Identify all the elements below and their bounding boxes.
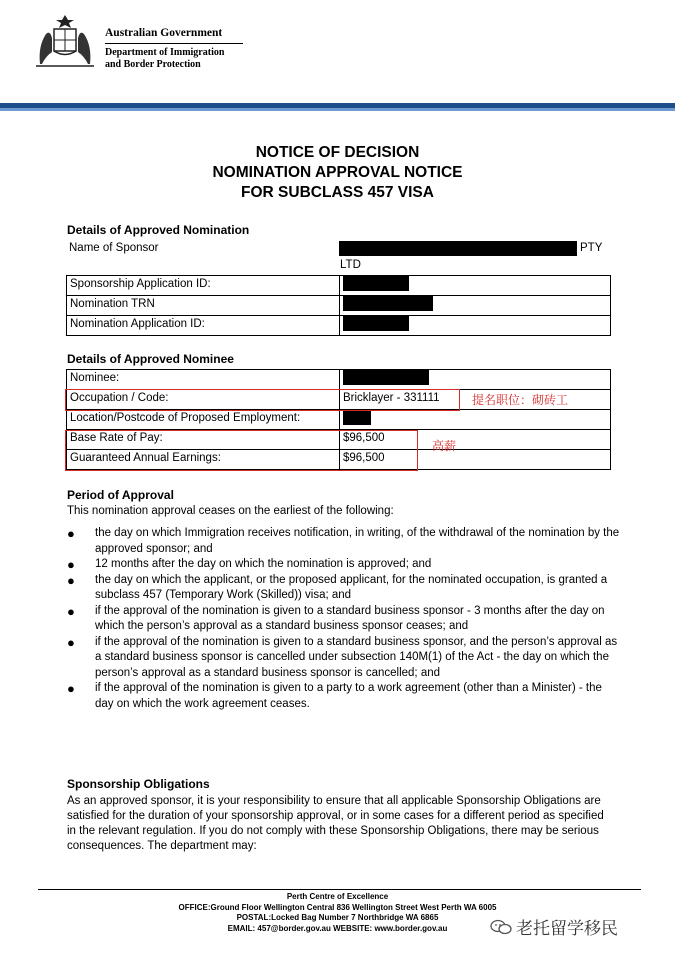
row-value (340, 316, 611, 336)
redacted-value (343, 296, 433, 311)
office-address: Ground Floor Wellington Central 836 Wellington Street West Perth WA 6005 (210, 902, 497, 912)
list-item (67, 557, 622, 573)
footer-divider (38, 889, 641, 890)
list-item-text: if the approval of the nomination is given to a party to a work agreement (other than a Minister) - the day on which the work agreement ceases. (95, 682, 602, 710)
table-row (67, 410, 611, 430)
row-value (340, 296, 611, 316)
list-item (67, 681, 622, 712)
row-label: Base Rate of Pay: (67, 430, 340, 450)
list-item-text: the day on which the applicant, or the proposed applicant, for the nominated occupation, is granted a subclass 457 (Temporary Work (Skilled)) visa; and (95, 573, 608, 601)
nominee-heading: Details of Approved Nominee (67, 352, 234, 366)
period-list (67, 526, 622, 712)
postal-address: Locked Bag Number 7 Northbridge WA 6865 (271, 913, 439, 922)
row-value (340, 276, 611, 296)
watermark (490, 914, 618, 939)
footer-line1: Perth Centre of Excellence (286, 892, 389, 901)
list-item-text: 12 months after the day on which the nomination is approved; and (95, 558, 432, 570)
table-row (67, 370, 611, 390)
bullet-icon: ● (67, 634, 75, 650)
row-label: Occupation / Code: (67, 390, 340, 410)
wechat-icon (490, 919, 512, 935)
sponsor-label: Name of Sponsor (69, 242, 159, 254)
period-intro: This nomination approval ceases on the earliest of the following: (67, 505, 394, 517)
website-label: WEBSITE: (333, 923, 373, 933)
government-wordmark (105, 27, 243, 71)
table-row (67, 316, 611, 336)
document-title (0, 143, 675, 203)
salary-highlight (65, 430, 418, 471)
sponsor-suffix-ltd: LTD (340, 259, 361, 271)
row-label: Nomination TRN (67, 296, 340, 316)
postal-label: POSTAL: (236, 913, 272, 922)
bullet-icon: ● (67, 603, 75, 619)
occupation-highlight (65, 389, 460, 411)
redacted-sponsor (339, 241, 577, 256)
list-item-text: if the approval of the nomination is given to a standard business sponsor, and the person’s approval as a standard business sponsor is cancelled under subsection 140M(1) of the Act - the day on which the person’s approval as a standard business sponsor is cancelled; and (95, 635, 618, 679)
title-line3: FOR SUBCLASS 457 VISA (241, 184, 434, 201)
redacted-value (343, 276, 409, 291)
row-label: Guaranteed Annual Earnings: (67, 450, 340, 470)
page-header (0, 0, 675, 110)
list-item (67, 526, 622, 557)
org-line2: Department of Immigration (105, 47, 225, 58)
bullet-icon: ● (67, 681, 75, 696)
row-label: Nominee: (67, 370, 340, 390)
row-value: $96,500 (340, 430, 611, 450)
row-value (340, 410, 611, 430)
row-value (340, 370, 611, 390)
list-item (67, 604, 622, 635)
salary-note: 高薪 (432, 439, 457, 453)
table-row (67, 296, 611, 316)
occupation-note: 提名职位：砌砖工 (472, 393, 569, 407)
footer-office (0, 903, 675, 914)
row-value: Bricklayer - 331111 (340, 390, 611, 410)
title-line2: NOMINATION APPROVAL NOTICE (212, 164, 463, 181)
period-heading: Period of Approval (67, 488, 174, 502)
header-band-light (0, 108, 675, 111)
redacted-value (343, 316, 409, 331)
obligations-text: As an approved sponsor, it is your responsibility to ensure that all applicable Sponsorship Obligations are satisfied for the duration of your sponsorship approval, or in some cases for a different period as specified in the relevant regulation. If you do not comply with these Sponsorship Obligations, there may be serious consequences. The department may: (67, 795, 604, 852)
bullet-icon: ● (67, 557, 75, 572)
title-line1: NOTICE OF DECISION (255, 144, 420, 161)
coat-of-arms-icon (32, 12, 98, 70)
redacted-value (343, 370, 429, 385)
redacted-value (343, 410, 371, 425)
org-divider (105, 43, 243, 44)
row-label: Sponsorship Application ID: (67, 276, 340, 296)
list-item-text: if the approval of the nomination is given to a standard business sponsor - 3 months after the day on which the person’s approval as a standard business sponsor ceases; and (95, 604, 605, 632)
row-label: Location/Postcode of Proposed Employment: (67, 410, 340, 430)
org-line3: and Border Protection (105, 59, 201, 70)
nomination-table (66, 275, 611, 336)
row-label: Nomination Application ID: (67, 316, 340, 336)
list-item (67, 573, 622, 604)
row-value: $96,500 (340, 450, 611, 470)
email-link[interactable]: 457@border.gov.au (257, 923, 331, 933)
office-label: OFFICE: (178, 902, 211, 912)
bullet-icon: ● (67, 526, 75, 541)
obligations-heading: Sponsorship Obligations (67, 777, 210, 791)
sponsor-suffix-pty: PTY (580, 242, 603, 254)
email-label: EMAIL: (227, 923, 256, 933)
table-row (67, 276, 611, 296)
org-line1: Australian Government (105, 27, 223, 39)
nomination-heading: Details of Approved Nomination (67, 223, 250, 237)
list-item-text: the day on which Immigration receives notification, in writing, of the withdrawal of the nomination by the approved sponsor; and (95, 527, 620, 555)
website-link[interactable]: www.border.gov.au (374, 923, 448, 933)
watermark-text: 老托留学移民 (516, 919, 618, 939)
list-item (67, 635, 622, 682)
bullet-icon: ● (67, 572, 75, 588)
